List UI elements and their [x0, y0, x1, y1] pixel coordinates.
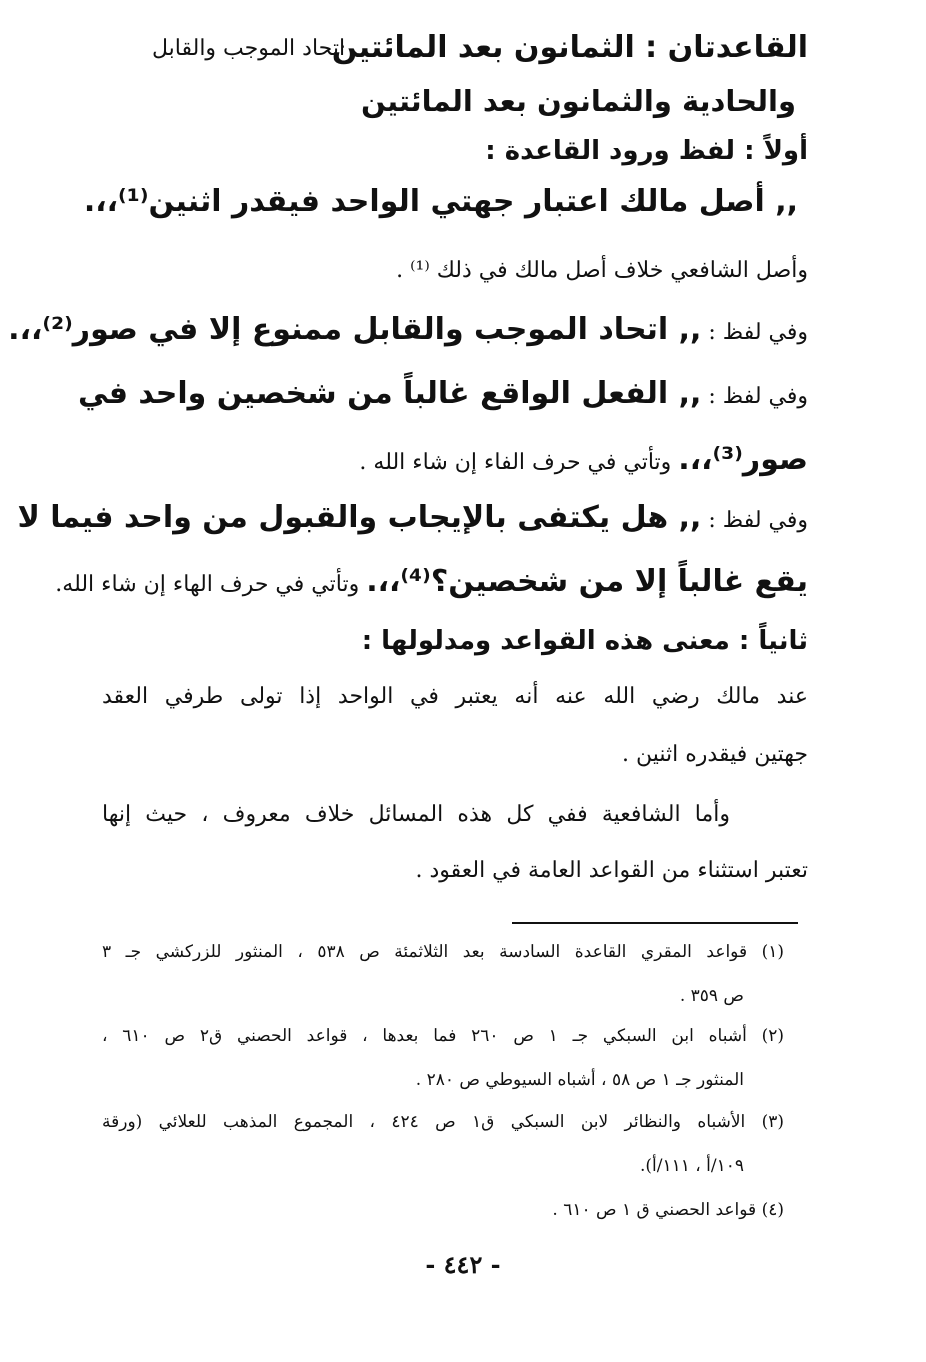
- variant-continuation: وتأتي في حرف الهاء إن شاء الله.: [55, 572, 367, 597]
- footnote-separator: [512, 922, 798, 924]
- variant-continuation: وتأتي في حرف الفاء إن شاء الله .: [359, 450, 679, 475]
- paragraph-1-line-2: جهتين فيقدره اثنين .: [622, 742, 808, 767]
- rule-text-line-1: ,, أصل مالك اعتبار جهتي الواحد فيقدر اثنين⁽¹⁾،،.: [83, 184, 798, 219]
- variant-prefix: وفي لفظ :: [701, 508, 808, 533]
- footnote-2-line-1: (٢) أشباه ابن السبكي جـ ١ ص ٢٦٠ فما بعدها ، قواعد الحصني ق٢ ص ٦١٠ ،: [102, 1026, 784, 1046]
- section-title-meaning: ثانياً : معنى هذه القواعد ومدلولها :: [361, 626, 808, 656]
- variant-bold-text: ,, الفعل الواقع غالباً من شخصين واحد في: [77, 376, 702, 411]
- variant-bold-text: صور⁽³⁾،،.: [678, 442, 808, 477]
- paragraph-2-line-2: تعتبر استثناء من القواعد العامة في العقود .: [415, 858, 808, 883]
- body-line-2: وأصل الشافعي خلاف أصل مالك في ذلك ⁽¹⁾ .: [396, 258, 808, 283]
- variant-bold-text: ,, اتحاد الموجب والقابل ممنوع إلا في صور⁽²⁾،،.: [8, 312, 702, 347]
- footnote-4-line-1: (٤) قواعد الحصني ق ١ ص ٦١٠ .: [552, 1200, 784, 1220]
- paragraph-1-line-1: عند مالك رضي الله عنه أنه يعتبر في الواحد إذا تولى طرفي العقد: [102, 684, 808, 709]
- variant-line-3: [8, 312, 808, 347]
- variant-line-5: [359, 442, 808, 477]
- section-title-wording: أولاً : لفظ ورود القاعدة :: [485, 136, 808, 166]
- variant-bold-text: ,, هل يكتفى بالإيجاب والقبول من واحد فيما لا: [17, 500, 702, 535]
- footnote-3-line-2: ١٠٩/أ ، ١١١/أ).: [639, 1156, 744, 1176]
- footnote-3-line-1: (٣) الأشباه والنظائر لابن السبكي ق١ ص ٤٢٤ ، المجموع المذهب للعلائي (ورقة: [102, 1112, 785, 1132]
- header-second-title: والحادية والثمانون بعد المائتين: [361, 84, 796, 118]
- page-number: - ٤٤٢ -: [425, 1250, 501, 1279]
- variant-line-7: [55, 564, 808, 599]
- header-topic: اتحاد الموجب والقابل: [152, 36, 346, 61]
- header-main-title: القاعدتان : الثمانون بعد المائتين: [331, 30, 808, 65]
- variant-line-4: [77, 376, 808, 411]
- variant-prefix: وفي لفظ :: [701, 320, 808, 345]
- variant-prefix: وفي لفظ :: [701, 384, 808, 409]
- footnote-1-line-2: ص ٣٥٩ .: [679, 986, 744, 1006]
- variant-line-6: [17, 500, 808, 535]
- variant-bold-text: يقع غالباً إلا من شخصين؟⁽⁴⁾،،.: [366, 564, 808, 599]
- footnote-1-line-1: (١) قواعد المقري القاعدة السادسة بعد الثلاثمئة ص ٥٣٨ ، المنثور للزركشي جـ ٣: [102, 942, 784, 962]
- footnote-2-line-2: المنثور جـ ١ ص ٥٨ ، أشباه السيوطي ص ٢٨٠ .: [415, 1070, 744, 1090]
- paragraph-2-line-1: وأما الشافعية ففي كل هذه المسائل خلاف معروف ، حيث إنها: [102, 802, 730, 827]
